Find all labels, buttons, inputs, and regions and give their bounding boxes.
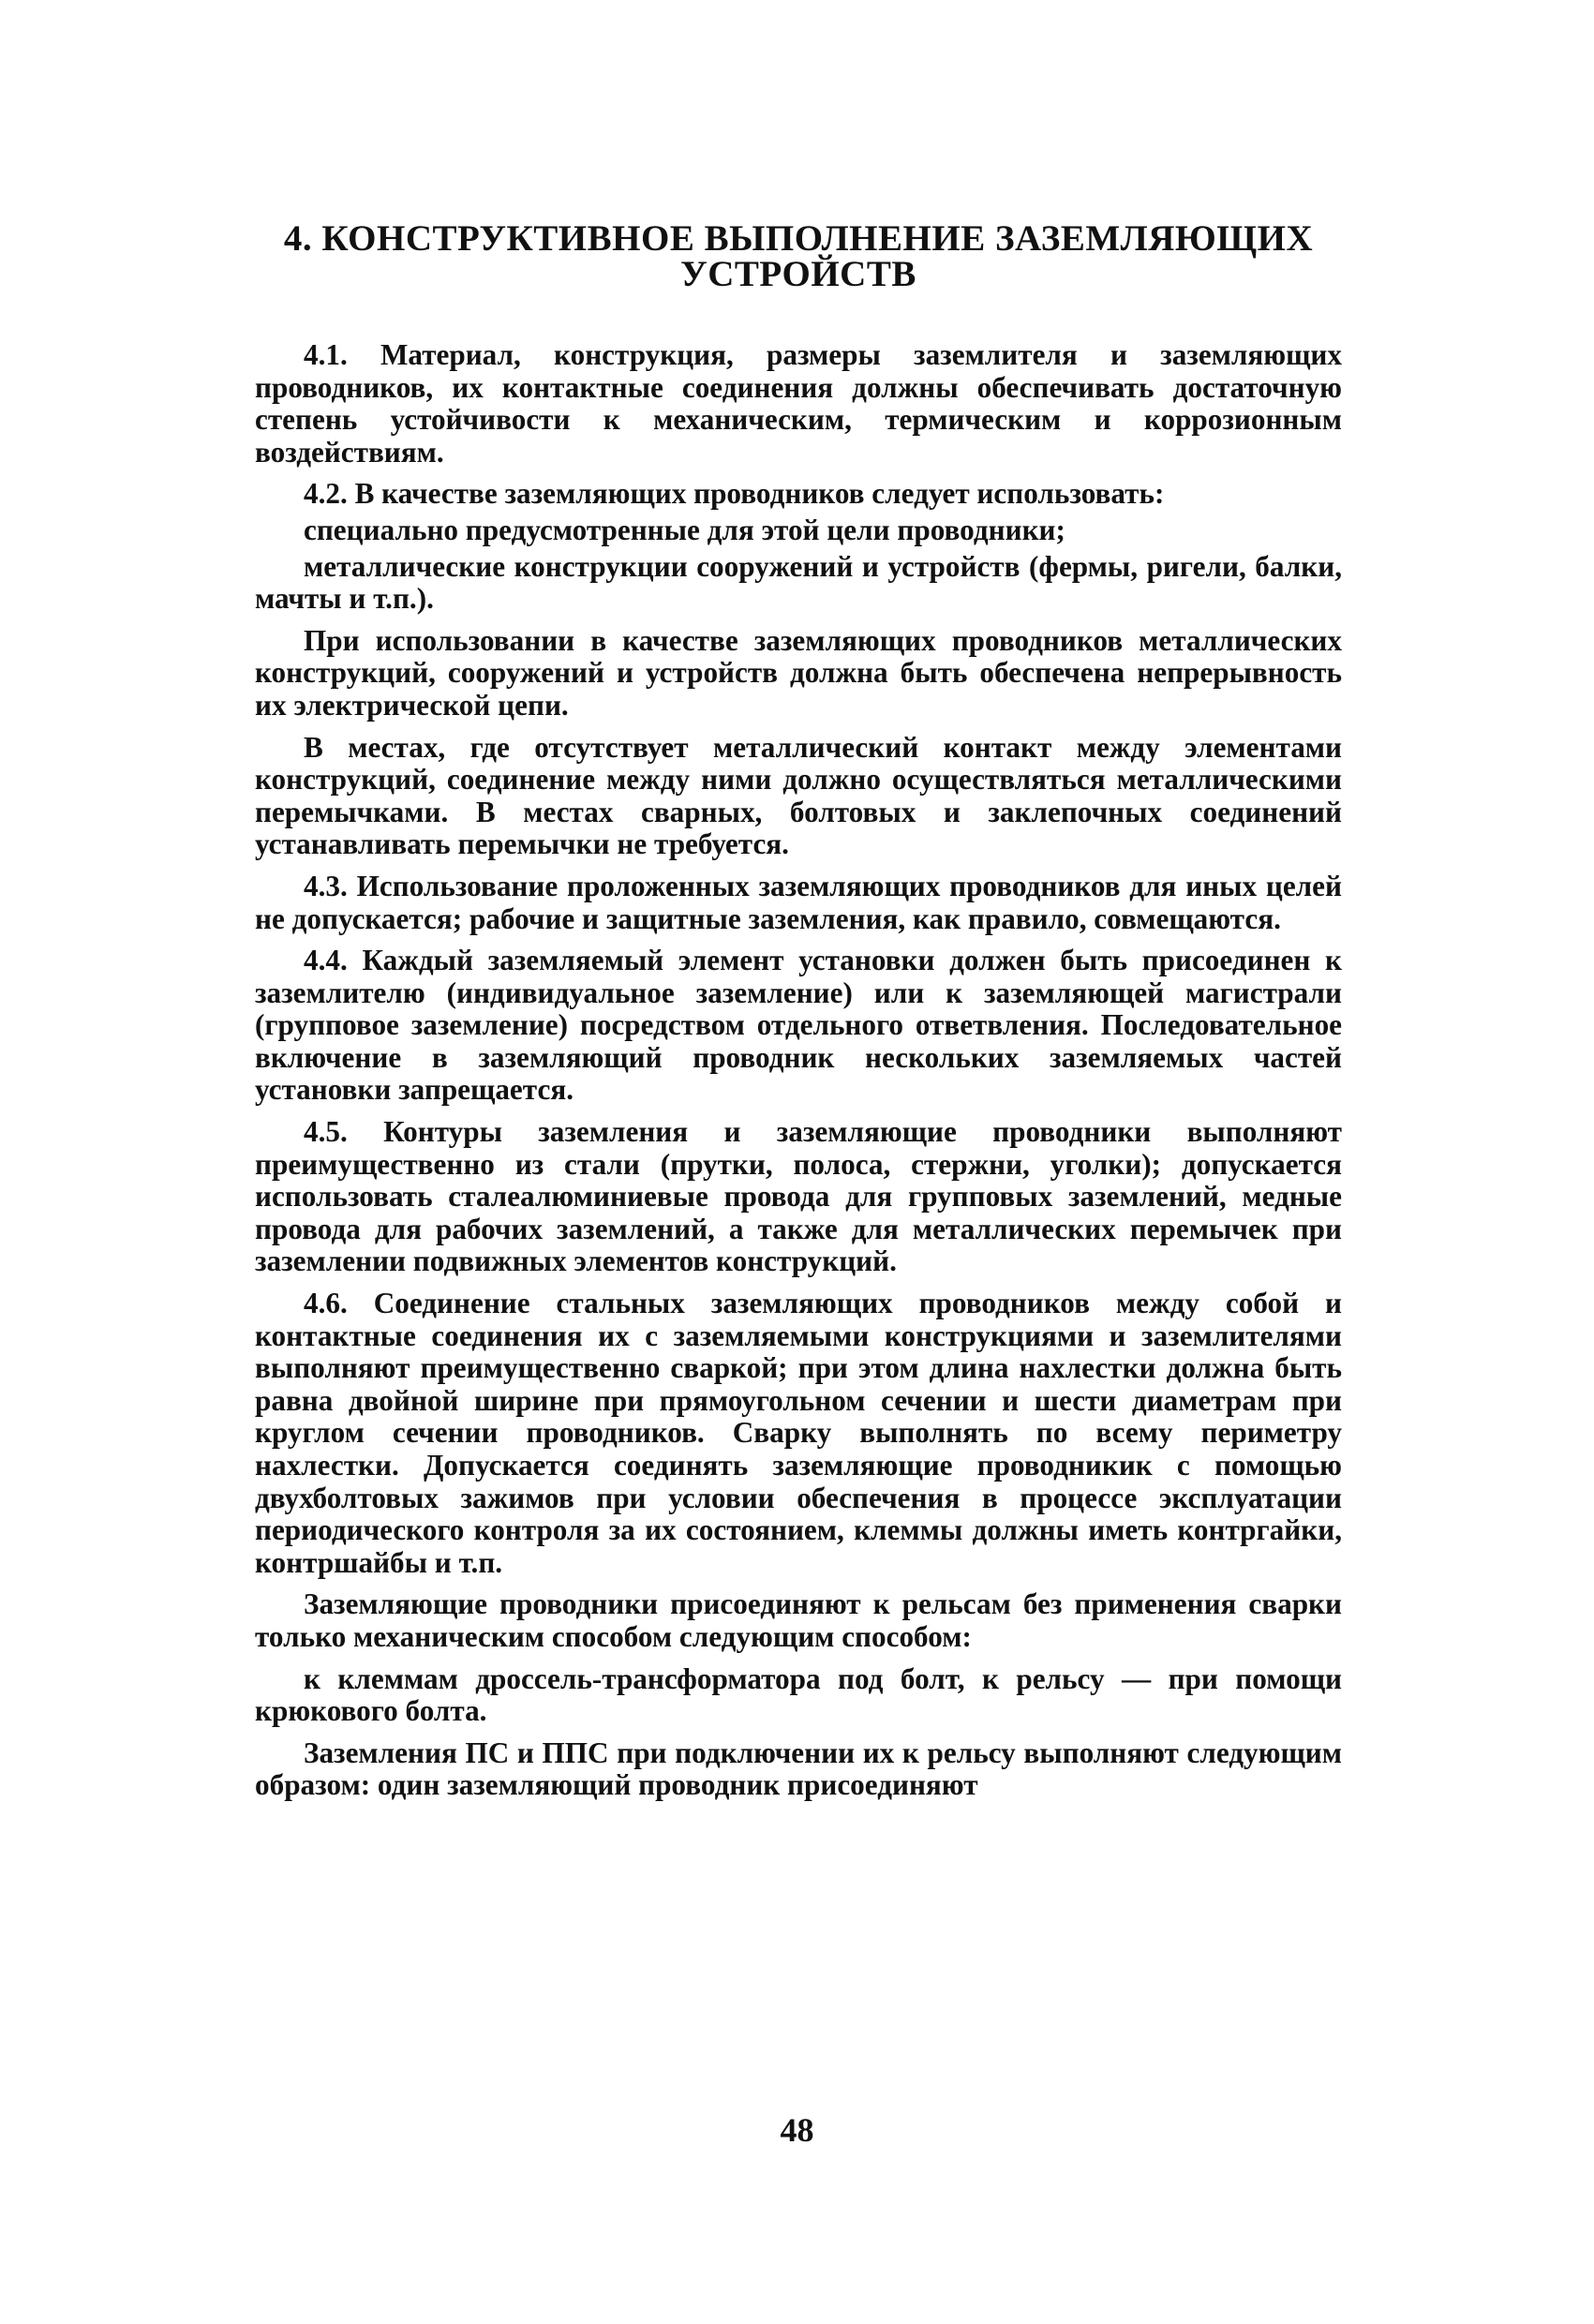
paragraph-4-3: 4.3. Использование проложенных заземляющих проводников для иных целей не допускается; рабочие и защитные заземления, как правило, совмещаются.	[255, 869, 1342, 935]
section-title-line-1: 4. КОНСТРУКТИВНОЕ ВЫПОЛНЕНИЕ ЗАЗЕМЛЯЮЩИХ	[283, 218, 1314, 259]
paragraph-4-4: 4.4. Каждый заземляемый элемент установки должен быть присоединен к заземлителю (индивидуальное заземление) или к заземляющей магистрали (групповое заземление) посредством отдельного ответвления. Последовательное включение в заземляющий проводник нескольких заземляемых частей установки запрещается.	[255, 944, 1342, 1107]
paragraph-rail-connection: Заземляющие проводники присоединяют к рельсам без применения сварки только механическим способом следующим способом:	[255, 1587, 1342, 1653]
paragraph-list-item-2: металлические конструкции сооружений и устройств (фермы, ригели, балки, мачты и т.п.).	[255, 549, 1342, 616]
page-content	[255, 218, 1342, 1811]
paragraph-list-item-1: специально предусмотренные для этой цели проводники;	[304, 513, 1065, 546]
paragraph-rail-clamps: к клеммам дроссель-трансформатора под болт, к рельсу — при помощи крюкового болта.	[255, 1661, 1342, 1728]
paragraph-4-6: 4.6. Соединение стальных заземляющих проводников между собой и контактные соединения их с заземляемыми конструкциями и заземлителями выполняют преимущественно сваркой; при этом длина нахлестки должна быть равна двойной ширине при прямоугольном сечении и шести диаметрам при круглом сечении проводников. Сварку выполнять по всему периметру нахлестки. Допускается соединять заземляющие проводникик с помощью двухболтовых зажимов при условии обеспечения в процессе эксплуатации периодического контроля за их состоянием, клеммы должны иметь контргайки, контршайбы и т.п.	[255, 1287, 1342, 1579]
paragraph-4-5: 4.5. Контуры заземления и заземляющие проводники выполняют преимущественно из стали (прутки, полоса, стержни, уголки); допускается использовать сталеалюминиевые провода для групповых заземлений, медные провода для рабочих заземлений, а также для металлических перемычек при заземлении подвижных элементов конструкций.	[255, 1115, 1342, 1278]
paragraph-jumpers: В местах, где отсутствует металлический контакт между элементами конструкций, соединение между ними должно осуществляться металлическими перемычками. В местах сварных, болтовых и заклепочных соединений устанавливать перемычки не требуется.	[255, 730, 1342, 861]
paragraph-4-2: 4.2. В качестве заземляющих проводников следует использовать:	[304, 477, 1165, 511]
paragraph-ps-pps: Заземления ПС и ППС при подключении их к рельсу выполняют следующим образом: один заземляющий проводник присоединяют	[255, 1736, 1342, 1802]
paragraph-4-1: 4.1. Материал, конструкция, размеры заземлителя и заземляющих проводников, их контактные соединения должны обеспечивать достаточную степень устойчивости к механическим, термическим и коррозионным воздействиям.	[255, 338, 1342, 469]
section-title	[255, 218, 1342, 294]
page-number: 48	[780, 2111, 814, 2149]
paragraph-continuity: При использовании в качестве заземляющих проводников металлических конструкций, сооружений и устройств должна быть обеспечена непрерывность их электрической цепи.	[255, 623, 1342, 722]
section-title-line-2: УСТРОЙСТВ	[680, 254, 916, 294]
